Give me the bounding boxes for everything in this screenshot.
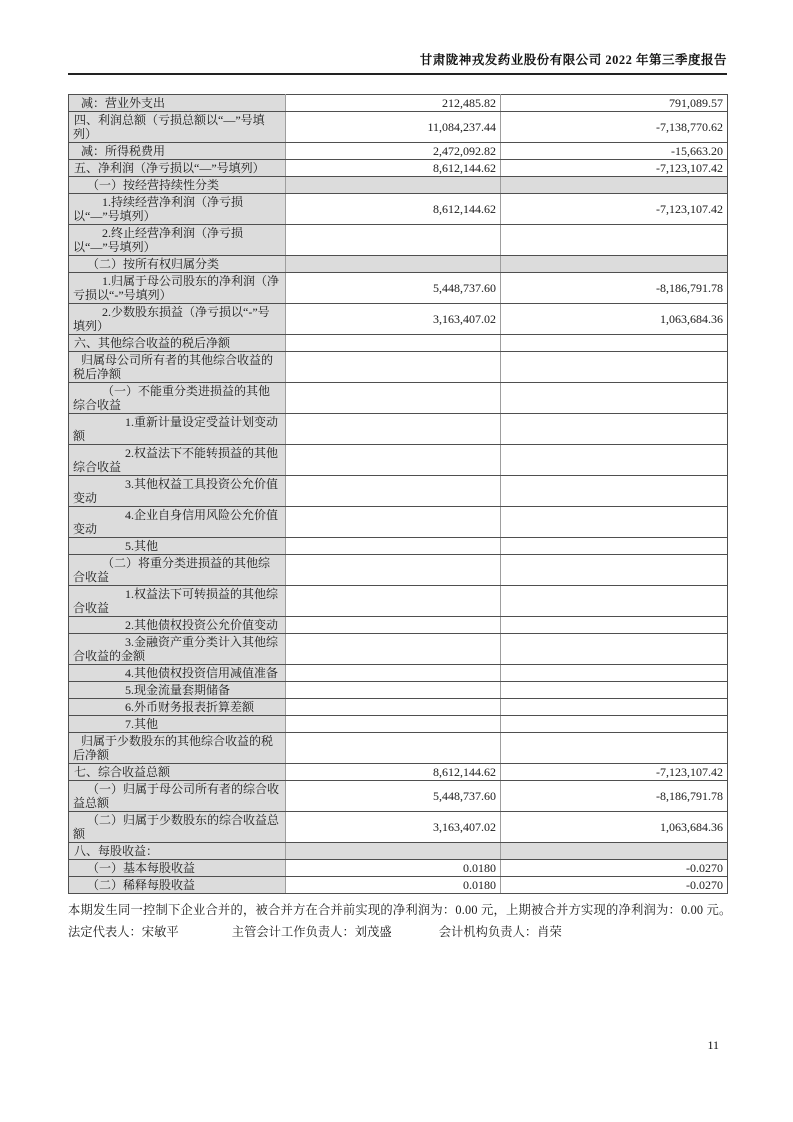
row-label-cell: 3.金融资产重分类计入其他综合收益的金额 (69, 634, 286, 665)
table-row (69, 95, 728, 112)
row-value-current-cell: 11,084,237.44 (286, 112, 501, 143)
report-header-title: 甘肃陇神戎发药业股份有限公司 2022 年第三季度报告 (419, 53, 727, 67)
row-value-current-cell (286, 177, 501, 194)
row-value-prior-cell (501, 586, 728, 617)
header-rule (68, 73, 727, 75)
row-value-prior-cell (501, 538, 728, 555)
row-label-cell: （一）按经营持续性分类 (69, 177, 286, 194)
table-row (69, 699, 728, 716)
row-label-cell: 1.归属于母公司股东的净利润（净亏损以“-”号填列） (69, 273, 286, 304)
row-value-prior-cell (501, 555, 728, 586)
row-label-cell: 1.权益法下可转损益的其他综合收益 (69, 586, 286, 617)
accounting-head-label: 会计机构负责人： (438, 925, 538, 939)
row-label-cell: 1.持续经营净利润（净亏损以“—”号填列） (69, 194, 286, 225)
table-row (69, 682, 728, 699)
row-value-prior-cell (501, 716, 728, 733)
row-label-cell: （二）按所有权归属分类 (69, 256, 286, 273)
row-value-prior-cell (501, 414, 728, 445)
row-value-prior-cell (501, 225, 728, 256)
table-row (69, 586, 728, 617)
row-value-prior-cell: -7,138,770.62 (501, 112, 728, 143)
row-label-cell: 7.其他 (69, 716, 286, 733)
row-label-cell: 6.外币财务报表折算差额 (69, 699, 286, 716)
table-row (69, 665, 728, 682)
legal-representative-label: 法定代表人： (68, 925, 142, 939)
row-value-prior-cell: -15,663.20 (501, 143, 728, 160)
row-value-prior-cell (501, 383, 728, 414)
row-label-cell: 五、净利润（净亏损以“—”号填列） (69, 160, 286, 177)
table-row (69, 476, 728, 507)
row-value-prior-cell (501, 699, 728, 716)
table-row (69, 352, 728, 383)
row-label-cell: （一）归属于母公司所有者的综合收益总额 (69, 781, 286, 812)
income-statement-table (68, 94, 728, 894)
row-value-prior-cell (501, 733, 728, 764)
row-label-cell: （一）基本每股收益 (69, 860, 286, 877)
row-value-current-cell: 212,485.82 (286, 95, 501, 112)
row-value-current-cell (286, 586, 501, 617)
row-label-cell: 七、综合收益总额 (69, 764, 286, 781)
row-value-prior-cell: -0.0270 (501, 877, 728, 894)
row-value-prior-cell: -7,123,107.42 (501, 764, 728, 781)
row-value-current-cell (286, 507, 501, 538)
row-label-cell: 2.少数股东损益（净亏损以“-”号填列） (69, 304, 286, 335)
row-value-prior-cell (501, 177, 728, 194)
legal-representative (68, 925, 179, 939)
row-label-cell: （二）归属于少数股东的综合收益总额 (69, 812, 286, 843)
row-label-cell: 六、其他综合收益的税后净额 (69, 335, 286, 352)
row-value-current-cell: 3,163,407.02 (286, 304, 501, 335)
table-row (69, 555, 728, 586)
row-value-current-cell (286, 699, 501, 716)
row-value-current-cell: 3,163,407.02 (286, 812, 501, 843)
table-row (69, 860, 728, 877)
page-number: 11 (707, 1038, 719, 1052)
row-value-prior-cell: -7,123,107.42 (501, 194, 728, 225)
row-value-prior-cell (501, 335, 728, 352)
row-value-current-cell (286, 225, 501, 256)
row-label-cell: （一）不能重分类进损益的其他综合收益 (69, 383, 286, 414)
row-value-current-cell (286, 617, 501, 634)
row-value-current-cell: 8,612,144.62 (286, 194, 501, 225)
row-label-cell: 归属于少数股东的其他综合收益的税后净额 (69, 733, 286, 764)
table-row (69, 507, 728, 538)
row-value-prior-cell: 1,063,684.36 (501, 304, 728, 335)
row-label-cell: 5.其他 (69, 538, 286, 555)
row-value-current-cell (286, 538, 501, 555)
table-row (69, 177, 728, 194)
row-value-current-cell (286, 383, 501, 414)
accounting-head-name: 肖荣 (537, 925, 562, 939)
row-value-current-cell (286, 352, 501, 383)
table-row (69, 733, 728, 764)
row-label-cell: 3.其他权益工具投资公允价值变动 (69, 476, 286, 507)
row-label-cell: 2.其他债权投资公允价值变动 (69, 617, 286, 634)
income-statement-table-body (69, 95, 728, 894)
row-label-cell: 归属母公司所有者的其他综合收益的税后净额 (69, 352, 286, 383)
accounting-head (439, 925, 562, 939)
row-value-current-cell: 0.0180 (286, 860, 501, 877)
row-label-cell: （二）将重分类进损益的其他综合收益 (69, 555, 286, 586)
table-row (69, 538, 728, 555)
row-value-current-cell (286, 256, 501, 273)
table-row (69, 843, 728, 860)
row-value-prior-cell (501, 507, 728, 538)
row-value-current-cell (286, 682, 501, 699)
table-row (69, 256, 728, 273)
table-row (69, 764, 728, 781)
row-value-prior-cell: 1,063,684.36 (501, 812, 728, 843)
table-row (69, 716, 728, 733)
chief-accountant (232, 925, 392, 939)
row-label-cell: 2.权益法下不能转损益的其他综合收益 (69, 445, 286, 476)
table-row (69, 781, 728, 812)
row-value-prior-cell: -7,123,107.42 (501, 160, 728, 177)
row-value-current-cell (286, 634, 501, 665)
table-row (69, 112, 728, 143)
row-label-cell: 2.终止经营净利润（净亏损以“—”号填列） (69, 225, 286, 256)
row-value-current-cell: 5,448,737.60 (286, 273, 501, 304)
table-row (69, 143, 728, 160)
row-value-prior-cell: -0.0270 (501, 860, 728, 877)
row-value-current-cell (286, 843, 501, 860)
table-row (69, 445, 728, 476)
table-row (69, 383, 728, 414)
row-value-prior-cell: -8,186,791.78 (501, 273, 728, 304)
row-value-prior-cell (501, 352, 728, 383)
row-label-cell: 4.其他债权投资信用减值准备 (69, 665, 286, 682)
row-label-cell: （二）稀释每股收益 (69, 877, 286, 894)
row-value-current-cell (286, 414, 501, 445)
table-row (69, 812, 728, 843)
row-value-current-cell (286, 555, 501, 586)
row-value-prior-cell (501, 682, 728, 699)
table-row (69, 194, 728, 225)
row-value-current-cell (286, 476, 501, 507)
legal-representative-name: 宋敏平 (141, 925, 179, 939)
row-value-prior-cell (501, 476, 728, 507)
table-row (69, 335, 728, 352)
row-label-cell: 减：所得税费用 (69, 143, 286, 160)
row-value-prior-cell (501, 256, 728, 273)
table-row (69, 414, 728, 445)
row-value-current-cell: 8,612,144.62 (286, 764, 501, 781)
merger-note: 本期发生同一控制下企业合并的，被合并方在合并前实现的净利润为：0.00 元，上期被合并方实现的净利润为：0.00 元。 (68, 903, 732, 917)
row-value-current-cell: 2,472,092.82 (286, 143, 501, 160)
row-label-cell: 4.企业自身信用风险公允价值变动 (69, 507, 286, 538)
chief-accountant-name: 刘茂盛 (354, 925, 392, 939)
table-row (69, 273, 728, 304)
row-value-prior-cell (501, 634, 728, 665)
row-value-current-cell (286, 733, 501, 764)
row-value-prior-cell (501, 617, 728, 634)
row-value-prior-cell (501, 665, 728, 682)
row-value-current-cell (286, 445, 501, 476)
row-label-cell: 减：营业外支出 (69, 95, 286, 112)
table-row (69, 617, 728, 634)
row-value-prior-cell: -8,186,791.78 (501, 781, 728, 812)
row-label-cell: 5.现金流量套期储备 (69, 682, 286, 699)
row-value-current-cell (286, 716, 501, 733)
row-label-cell: 四、利润总额（亏损总额以“—”号填列） (69, 112, 286, 143)
row-value-current-cell: 5,448,737.60 (286, 781, 501, 812)
row-value-prior-cell: 791,089.57 (501, 95, 728, 112)
row-value-prior-cell (501, 445, 728, 476)
table-row (69, 225, 728, 256)
row-label-cell: 八、每股收益： (69, 843, 286, 860)
row-value-prior-cell (501, 843, 728, 860)
signature-line (68, 924, 727, 940)
chief-accountant-label: 主管会计工作负责人： (231, 925, 355, 939)
row-label-cell: 1.重新计量设定受益计划变动额 (69, 414, 286, 445)
row-value-current-cell: 8,612,144.62 (286, 160, 501, 177)
row-value-current-cell (286, 665, 501, 682)
table-row (69, 160, 728, 177)
table-row (69, 304, 728, 335)
row-value-current-cell: 0.0180 (286, 877, 501, 894)
table-row (69, 634, 728, 665)
table-row (69, 877, 728, 894)
row-value-current-cell (286, 335, 501, 352)
